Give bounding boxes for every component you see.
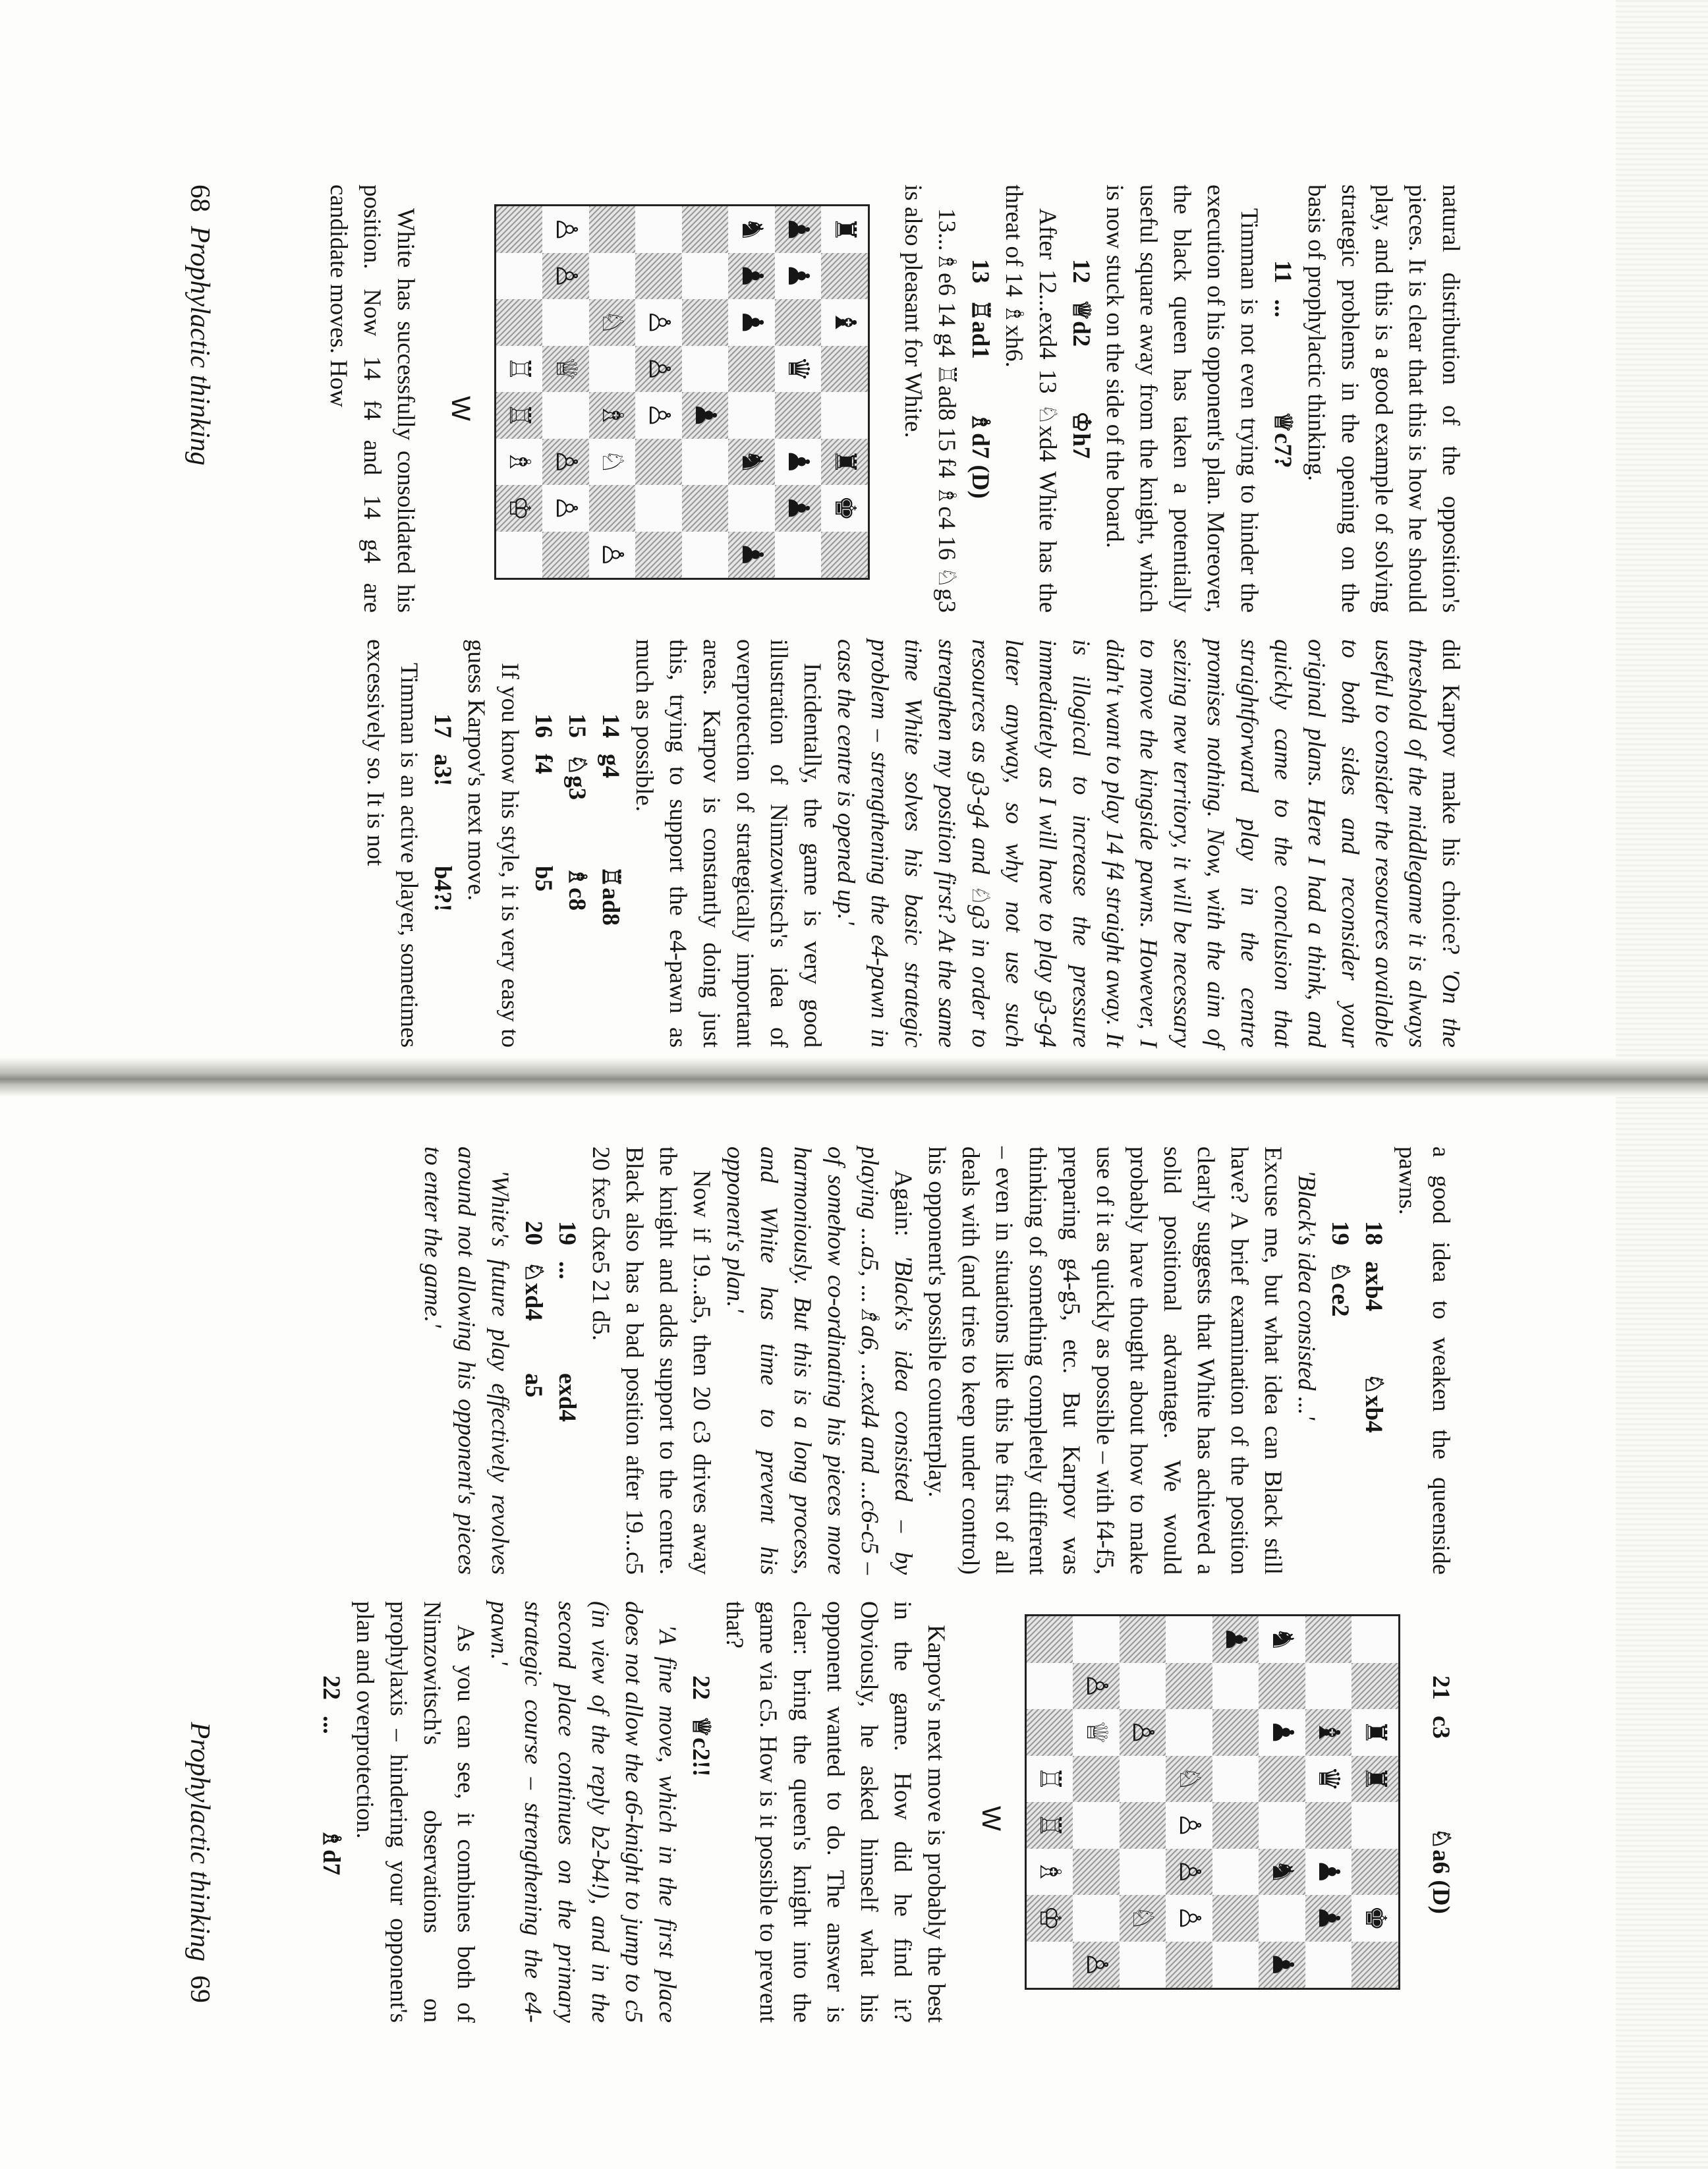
text-run: Excuse me, but what idea can Black still have? A brief examination of the position clearly suggests that White has achieved a solid positional advantage. We would probably have thought about how to make use of it as quickly as possible – with f4-f5, preparing g4-g5, etc. But Karpov was thinking of something completely different – even in situations like this he first of all deals with (and tries to keep under control) his opponent's possible counterplay.	[923, 1146, 1286, 1575]
black-move: ♗d7 (D)	[967, 411, 994, 499]
paragraph	[896, 184, 963, 613]
paragraph	[1299, 184, 1467, 613]
board-square	[1212, 1663, 1259, 1710]
move-number: 19	[554, 1221, 581, 1245]
move-number: 20	[520, 1221, 547, 1245]
board-square	[1352, 1802, 1399, 1849]
white-move: axb4	[1360, 1261, 1387, 1312]
board-square	[1073, 1895, 1120, 1942]
running-head-left	[184, 184, 215, 466]
move-line	[963, 184, 997, 613]
board-square	[636, 485, 683, 532]
text-run: natural distribution of the opposition's pieces. It is clear that this is how he should play, and this is a good example of solving strategic problems in the opening on the basis of prophylactic thinking.	[1303, 184, 1464, 613]
board-square	[1212, 1849, 1259, 1896]
white-knight-icon: ♘	[589, 439, 636, 486]
text-run: 13...♗e6 14 g4 ♖ad8 15 f4 ♗c4 16 ♘g3 is also pleasant for White.	[899, 184, 960, 613]
paragraph	[358, 639, 426, 1048]
text-run: a good idea to weaken the queenside pawns.	[1394, 1146, 1454, 1575]
board-square	[729, 346, 776, 393]
black-pawn-icon: ♟	[1259, 1709, 1306, 1756]
white-queen-icon: ♕	[543, 346, 590, 393]
board-square	[1212, 1895, 1259, 1942]
chess-board	[1025, 1614, 1400, 1990]
board-square	[1305, 1942, 1352, 1988]
black-bishop-icon: ♝	[822, 299, 868, 346]
black-pawn-icon: ♟	[729, 532, 776, 578]
white-move: a3!	[429, 754, 456, 787]
black-pawn-icon: ♟	[775, 206, 822, 253]
move-number: 17	[429, 714, 456, 738]
paragraph	[718, 1601, 953, 2023]
move-number: 19	[1326, 1221, 1353, 1245]
black-bishop-icon: ♝	[1305, 1709, 1352, 1756]
board-square	[496, 299, 543, 346]
white-move: c3	[1427, 1716, 1454, 1739]
board-square	[636, 439, 683, 486]
text-run: After 12...exd4 13 ♘xd4 White has the threat of 14 ♗xh6.	[1000, 184, 1061, 613]
board-square	[543, 532, 590, 578]
white-rook-icon: ♖	[496, 346, 543, 393]
text-run: Incidentally, the game is very good illustration of Nimzowitsch's idea of overprotection of strategically important areas. Karpov is constantly doing just this, trying to support the e4-pawn as much as possible.	[631, 639, 826, 1048]
board-square	[682, 532, 729, 578]
chess-diagram	[443, 204, 870, 613]
left-column-1-bottom	[322, 184, 422, 613]
board-square	[1212, 1942, 1259, 1988]
paragraph	[718, 1146, 920, 1575]
black-pawn-icon: ♟	[1259, 1942, 1306, 1988]
paragraph	[322, 184, 422, 613]
white-move: ...	[318, 1716, 345, 1734]
running-head-right	[184, 1722, 215, 2003]
board-square	[496, 206, 543, 253]
board-square	[1166, 1663, 1213, 1710]
board-square	[1073, 1849, 1120, 1896]
text-run: 'Black's idea consisted – by playing ...a5, ...♗a6, ...exd4 and ...c6-c5 – of somehow co-ordinating his pieces more harmoniously. But this is a long process, and White has time to prevent his opponent's plan.'	[722, 1146, 917, 1575]
white-rook-icon: ♖	[496, 392, 543, 439]
white-pawn-icon: ♙	[636, 346, 683, 393]
board-square	[1259, 1802, 1306, 1849]
board-square	[682, 346, 729, 393]
board-square	[589, 206, 636, 253]
move-line	[550, 1146, 584, 1575]
board-square	[1259, 1756, 1306, 1803]
black-rook-icon: ♜	[822, 206, 868, 253]
move-line	[1323, 1146, 1357, 1575]
black-pawn-icon: ♟	[682, 392, 729, 439]
black-move: exd4	[554, 1373, 581, 1422]
black-move	[1323, 1373, 1357, 1505]
board-square	[1259, 1663, 1306, 1710]
text-run: White has successfully consolidated his position. Now 14 f4 and 14 g4 are candidate moves. How	[325, 184, 419, 613]
board-square	[1073, 1616, 1120, 1663]
text-run: Timman is an active player, sometimes excessively so. It is not	[362, 639, 422, 1048]
paragraph	[627, 639, 829, 1048]
white-king-icon: ♔	[496, 485, 543, 532]
board-square	[1305, 1616, 1352, 1663]
move-line	[1424, 1601, 1458, 2023]
board-square	[822, 392, 868, 439]
white-move: g4	[597, 754, 624, 778]
left-column-1-top	[896, 184, 1467, 613]
text-run: 'A fine move, which in the first place does not allow the a6-knight to jump to c5 (in view of the reply b2-b4!), and in the second place continues on the primary strategic course – strengthening the e4-pawn.'	[486, 1601, 681, 2023]
white-bishop-icon: ♗	[496, 439, 543, 486]
board-square	[1120, 1802, 1166, 1849]
black-rook-icon: ♜	[1352, 1709, 1399, 1756]
text-run: 'White's future play effectively revolves around not allowing his opponent's pieces to enter the game.'	[419, 1146, 513, 1575]
white-pawn-icon: ♙	[543, 485, 590, 532]
move-number: 13	[967, 259, 994, 283]
black-pawn-icon: ♟	[1305, 1849, 1352, 1896]
white-rook-icon: ♖	[1027, 1802, 1073, 1849]
white-pawn-icon: ♙	[1166, 1849, 1213, 1896]
move-line	[594, 639, 627, 1048]
board-square	[1212, 1802, 1259, 1849]
right-page	[0, 1100, 1708, 2168]
diagram-side-label: W	[446, 396, 475, 421]
paragraph	[997, 184, 1064, 613]
right-column-2-top	[1424, 1601, 1458, 2023]
board-square	[636, 253, 683, 300]
left-column-1	[322, 184, 1467, 613]
black-move: ♘a6 (D)	[1427, 1828, 1454, 1914]
left-page	[0, 0, 1708, 1054]
move-number: 12	[1068, 259, 1095, 283]
black-move	[684, 1828, 718, 1959]
white-pawn-icon: ♙	[1166, 1895, 1213, 1942]
board-square	[1120, 1942, 1166, 1988]
paragraph	[829, 639, 1467, 1048]
white-knight-icon: ♘	[1120, 1895, 1166, 1942]
diagram-side-label: W	[977, 1806, 1006, 1831]
board-square	[1027, 1663, 1073, 1710]
board-square	[589, 485, 636, 532]
board-square	[775, 532, 822, 578]
running-title: Prophylactic thinking	[185, 1722, 215, 1961]
black-move: ♗c8	[563, 866, 590, 911]
board-square	[1027, 1709, 1073, 1756]
page-number: 69	[185, 1975, 215, 2003]
text-run: Karpov's next move is probably the best in the game. How did he find it? Obviously, he asked himself what his opponent wanted to do. The answer is clear: bring the queen's knight into the game via c5. How is it possible to prevent that?	[721, 1601, 950, 2023]
right-column-1	[416, 1146, 1458, 1575]
black-pawn-icon: ♟	[729, 299, 776, 346]
text-run: Again:	[890, 1170, 917, 1256]
white-move: ♘xd4	[520, 1261, 547, 1321]
board-square	[682, 206, 729, 253]
white-move: f4	[530, 754, 557, 774]
board-square	[1166, 1942, 1213, 1988]
white-bishop-icon: ♗	[589, 392, 636, 439]
white-pawn-icon: ♙	[543, 206, 590, 253]
board-square	[1212, 1709, 1259, 1756]
white-move: ...	[1269, 299, 1296, 318]
text-run: 'On the threshold of the middlegame it is always useful to consider the resources available to both sides and reconsider your original plans. Here I had a think, and quickly came to the conclusion that straightforward play in the centre promises nothing. Now, with the aim of seizing new territory, it will be necessary to move the kingside pawns. However, I didn't want to play 14 f4 straight away. It is illogical to increase the pressure immediately as I will have to play g3-g4 later anyway, so why not use such resources as g3-g4 and ♘g3 in order to strengthen my position first? At the same time White solves his basic strategic problem – strengthening the e4-pawn in case the centre is opened up.'	[832, 639, 1464, 1048]
move-line	[1357, 1146, 1390, 1575]
board-square	[1259, 1895, 1306, 1942]
text-run: As you can see, it combines both of Nimzowitsch's observations on prophylaxis – hindering your opponent's plan and overprotection.	[351, 1601, 479, 2023]
white-rook-icon: ♖	[1027, 1756, 1073, 1803]
move-number: 14	[597, 714, 624, 738]
paragraph	[482, 1601, 684, 2023]
paragraph	[584, 1146, 718, 1575]
move-line	[426, 639, 459, 1048]
white-pawn-icon: ♙	[1120, 1709, 1166, 1756]
black-pawn-icon: ♟	[1305, 1895, 1352, 1942]
board-square	[1027, 1942, 1073, 1988]
black-knight-icon: ♞	[729, 206, 776, 253]
white-move: ...	[554, 1261, 581, 1280]
page-number: 68	[185, 184, 215, 212]
right-column-2	[314, 1601, 1458, 2023]
black-knight-icon: ♞	[1259, 1849, 1306, 1896]
board-square	[682, 439, 729, 486]
move-number: 18	[1360, 1221, 1387, 1245]
text-run: Now if 19...a5, then 20 c3 drives away the knight and adds support to the centre. Black also has a bad position after 19...c5 20 fxe5 dxe5 21 d5.	[587, 1146, 715, 1575]
text-run: If you know his style, it is very easy to guess Karpov's next move.	[463, 639, 523, 1048]
white-pawn-icon: ♙	[589, 532, 636, 578]
board-square	[589, 253, 636, 300]
board-square	[1073, 1802, 1120, 1849]
white-move: ♖ad1	[967, 299, 994, 359]
board-square	[1352, 1616, 1399, 1663]
black-king-icon: ♚	[1352, 1895, 1399, 1942]
text-run: did Karpov make his choice?	[1437, 639, 1464, 969]
black-move: ♗d7	[318, 1828, 345, 1876]
move-line	[684, 1601, 718, 2023]
paragraph	[1098, 184, 1266, 613]
text-run: Timman is not even trying to hinder the execution of his opponent's plan. Moreover, the black queen has taken a potentially useful square away from the knight, which is now stuck on the side of the board.	[1101, 184, 1263, 613]
white-move: ♘g3	[563, 754, 590, 801]
white-king-icon: ♔	[1027, 1895, 1073, 1942]
board-square	[729, 392, 776, 439]
left-column-2	[358, 639, 1467, 1048]
black-pawn-icon: ♟	[1212, 1616, 1259, 1663]
black-move: a5	[520, 1373, 547, 1397]
black-queen-icon: ♛	[1305, 1756, 1352, 1803]
move-line	[560, 639, 594, 1048]
white-pawn-icon: ♙	[1166, 1802, 1213, 1849]
board-square	[1027, 1616, 1073, 1663]
white-pawn-icon: ♙	[543, 439, 590, 486]
black-move: b4?!	[429, 866, 456, 912]
board-square	[1073, 1756, 1120, 1803]
move-line	[1064, 184, 1098, 613]
black-pawn-icon: ♟	[729, 253, 776, 300]
board-square	[822, 346, 868, 393]
board-square	[636, 532, 683, 578]
black-king-icon: ♚	[822, 485, 868, 532]
move-line	[517, 1146, 550, 1575]
move-number: 22	[687, 1676, 714, 1700]
running-title: Prophylactic thinking	[185, 226, 215, 466]
board-square	[822, 253, 868, 300]
board-square	[682, 253, 729, 300]
black-move: ♘xb4	[1360, 1373, 1387, 1433]
move-number: 11	[1269, 260, 1296, 283]
white-queen-icon: ♕	[1073, 1709, 1120, 1756]
black-pawn-icon: ♟	[775, 253, 822, 300]
black-knight-icon: ♞	[729, 439, 776, 486]
white-move: ♘ce2	[1326, 1261, 1353, 1317]
white-move: ♕c2!!	[687, 1716, 714, 1777]
board-square	[729, 485, 776, 532]
board-square	[1212, 1756, 1259, 1803]
paragraph	[459, 639, 527, 1048]
black-move: ♕c7?	[1269, 411, 1296, 468]
move-number: 22	[318, 1676, 345, 1700]
chess-board	[494, 204, 870, 580]
board-square	[1305, 1663, 1352, 1710]
move-number: 21	[1427, 1676, 1454, 1700]
board-square	[1120, 1663, 1166, 1710]
board-square	[775, 392, 822, 439]
move-number: 16	[530, 714, 557, 738]
paragraph	[920, 1146, 1290, 1575]
board-square	[1120, 1849, 1166, 1896]
board-square	[1166, 1709, 1213, 1756]
paragraph	[416, 1146, 517, 1575]
move-line	[527, 639, 560, 1048]
board-square	[682, 299, 729, 346]
board-square	[543, 299, 590, 346]
white-knight-icon: ♘	[1166, 1756, 1213, 1803]
board-square	[1120, 1616, 1166, 1663]
text-run: 'Black's idea consisted ...'	[1293, 1170, 1320, 1421]
white-pawn-icon: ♙	[1073, 1942, 1120, 1988]
book-gutter	[0, 1057, 1708, 1097]
black-rook-icon: ♜	[822, 439, 868, 486]
white-bishop-icon: ♗	[1027, 1849, 1073, 1896]
board-square	[589, 346, 636, 393]
black-queen-icon: ♛	[775, 346, 822, 393]
board-square	[1352, 1942, 1399, 1988]
white-knight-icon: ♘	[589, 299, 636, 346]
board-square	[682, 485, 729, 532]
board-square	[1305, 1802, 1352, 1849]
white-pawn-icon: ♙	[636, 392, 683, 439]
board-square	[1120, 1756, 1166, 1803]
black-knight-icon: ♞	[1259, 1616, 1306, 1663]
white-pawn-icon: ♙	[636, 299, 683, 346]
white-pawn-icon: ♙	[1073, 1663, 1120, 1710]
move-number: 15	[563, 714, 590, 738]
black-pawn-icon: ♟	[775, 439, 822, 486]
paragraph	[1390, 1146, 1458, 1575]
board-square	[1166, 1616, 1213, 1663]
black-rook-icon: ♜	[1352, 1756, 1399, 1803]
black-move: ♖ad8	[597, 866, 624, 926]
board-square	[496, 253, 543, 300]
board-square	[1352, 1663, 1399, 1710]
board-square	[822, 532, 868, 578]
board-square	[543, 392, 590, 439]
black-pawn-icon: ♟	[775, 485, 822, 532]
black-move: b5	[530, 866, 557, 892]
right-column-2-bottom	[314, 1601, 953, 2023]
board-square	[1352, 1849, 1399, 1896]
board-square	[775, 299, 822, 346]
black-move: ♔h7	[1068, 411, 1095, 459]
board-square	[636, 206, 683, 253]
board-square	[496, 532, 543, 578]
white-move: ♕d2	[1068, 299, 1095, 347]
chess-diagram	[974, 1614, 1400, 2023]
white-pawn-icon: ♙	[543, 253, 590, 300]
move-line	[314, 1601, 348, 2023]
paragraph	[1290, 1146, 1323, 1575]
move-line	[1266, 184, 1299, 613]
paragraph	[348, 1601, 482, 2023]
